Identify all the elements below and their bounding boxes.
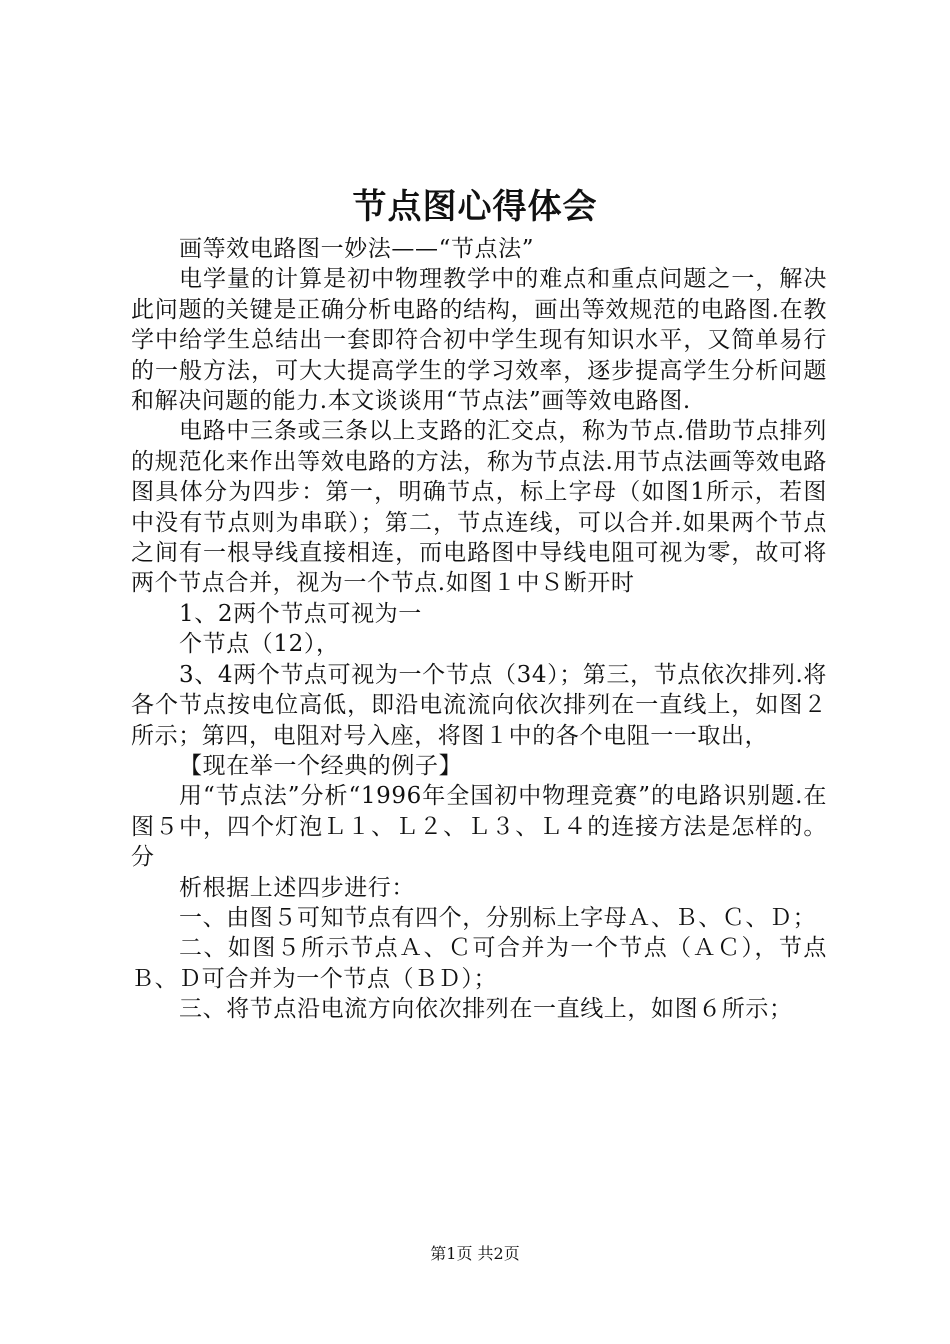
- paragraph: 二、如图５所示节点Ａ、Ｃ可合并为一个节点（ＡＣ），节点Ｂ、Ｄ可合并为一个节点（ＢＤ）；: [131, 935, 827, 992]
- paragraph: 电学量的计算是初中物理教学中的难点和重点问题之一，解决此问题的关键是正确分析电路的结构，画出等效规范的电路图.在教学中给学生总结出一套即符合初中学生现有知识水平，又简单易行的一般方法，可大大提高学生的学习效率，逐步提高学生分析问题和解决问题的能力.本文谈谈用“节点法”画等效电路图.: [131, 266, 827, 415]
- paragraph-subtitle: 画等效电路图一妙法——“节点法”: [179, 236, 535, 262]
- paragraph: 1、2两个节点可视为一: [179, 600, 422, 627]
- paragraph: 个节点（12），: [179, 631, 340, 658]
- page-title: 节点图心得体会: [352, 187, 598, 227]
- paragraph: 析根据上述四步进行：: [179, 874, 415, 901]
- paragraph: 电路中三条或三条以上支路的汇交点，称为节点.借助节点排列的规范化来作出等效电路的方法，称为节点法.用节点法画等效电路图具体分为四步：第一，明确节点，标上字母（如图1所示，若图中没有节点则为串联）；第二，节点连线，可以合并.如果两个节点之间有一根导线直接相连，而电路图中导线电阻可视为零，故可将两个节点合并，视为一个节点.如图１中Ｓ断开时: [131, 418, 827, 597]
- paragraph-heading: 【现在举一个经典的例子】: [179, 752, 463, 779]
- paragraph: 一、由图５可知节点有四个，分别标上字母Ａ、Ｂ、Ｃ、Ｄ；: [179, 904, 817, 931]
- paragraph: 用“节点法”分析“1996年全国初中物理竞赛”的电路识别题.在图５中，四个灯泡Ｌ１、Ｌ２、Ｌ３、Ｌ４的连接方法是怎样的。分: [131, 783, 827, 871]
- paragraph: 三、将节点沿电流方向依次排列在一直线上，如图６所示；: [179, 996, 793, 1023]
- document-body: [131, 234, 827, 1025]
- page-number-footer: 第1页 共2页: [430, 1244, 520, 1263]
- paragraph: 3、4两个节点可视为一个节点（34）；第三，节点依次排列.将各个节点按电位高低，即沿电流流向依次排列在一直线上，如图２所示；第四，电阻对号入座，将图１中的各个电阻一一取出，: [131, 661, 827, 749]
